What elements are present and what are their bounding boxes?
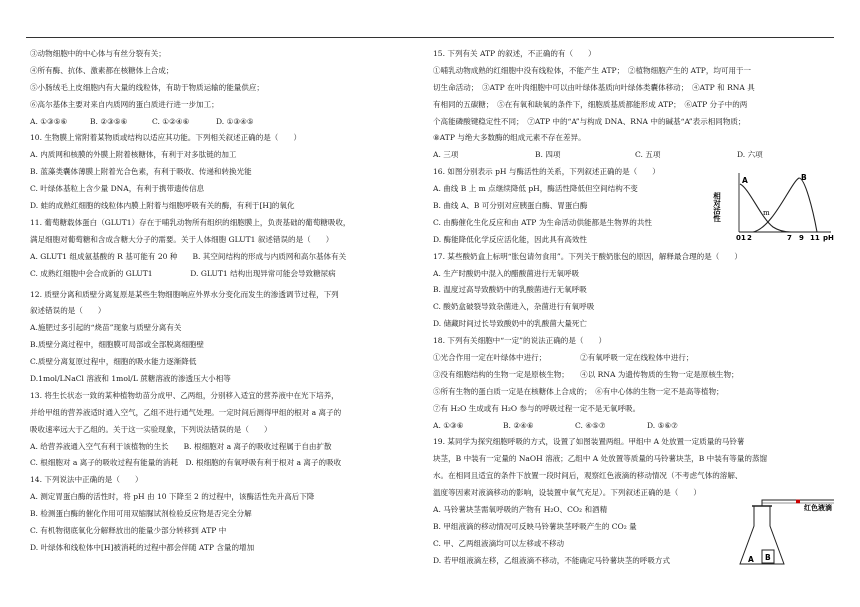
option-c: C. 有机物彻底氧化分解释放出的能量少部分转移到 ATP 中 [30, 526, 227, 536]
option-d: D. ⑤⑥⑦ [647, 420, 678, 430]
question-15-stem: 15. 下列有关 ATP 的叙述，不正确的有（ ） [433, 49, 596, 58]
text-line: ⑤小肠绒毛上皮细胞内有大量的线粒体，有助于物质运输的能量供应； [30, 82, 264, 92]
graph-svg [712, 170, 835, 242]
origin-label: 0 [736, 234, 741, 242]
question-11-stem: 满足细胞对葡萄糖和含成含糖大分子的需要。关于人体细胞 GLUT1 叙述错误的是（ ） [30, 234, 334, 244]
statement-line: ⑦有 H₂O 生成或有 H₂O 参与的呼吸过程一定不是无氧呼吸。 [433, 403, 641, 413]
text-line: ④所有酶、抗体、激素都在核糖体上合成； [30, 65, 174, 75]
option-c: C. ④⑤⑦ [575, 420, 606, 430]
option-d: D. 蛙的成熟红细胞的线粒体内膜上附着与细胞呼吸有关的酶，有利于[H]的氧化 [30, 201, 295, 211]
options-ab: A. 给营养液通入空气有利于该植物的生长 B. 根细胞对 a 离子的吸收过程属于自由扩散 [30, 441, 332, 451]
option-b: B. 四项 [535, 150, 561, 160]
statement-line: ⑤所有生物的蛋白质一定是在核糖体上合成的； ⑥有中心体的生物一定不是高等植物； [433, 386, 724, 396]
statement-line: 个高能磷酸键稳定性不同； ⑦ATP 中的“A”与构成 DNA、RNA 中的碱基“A”表示相同物质； [433, 116, 746, 126]
question-16-stem: 16. 如图分别表示 pH 与酶活性的关系，下列叙述正确的是（ ） [433, 167, 660, 177]
option-b: B. 曲线 A、B 可分别对应胰蛋白酶、胃蛋白酶 [433, 201, 588, 211]
option-d: D. 若甲组液滴左移，乙组液滴不移动，不能确定马铃薯块茎的呼吸方式 [433, 555, 670, 565]
option-d: D.1mol/LNaCl 溶液和 1mol/L 蔗糖溶液的渗透压大小相等 [30, 374, 231, 384]
red-droplet [796, 500, 800, 504]
question-19-stem: 温度等因素对液滴移动的影响，设装置中氧气充足）。下列叙述正确的是（ ） [433, 488, 701, 498]
question-13-stem: 13. 将生长状态一致的某种植物幼苗分成甲、乙两组，分别移入适宜的营养液中在光下培养， [30, 390, 339, 400]
ph-activity-graph [712, 170, 835, 242]
x-axis-label: pH [823, 234, 834, 242]
x-tick-label: 11 [810, 234, 820, 242]
text-line: ③动物细胞中的中心体与有丝分裂有关； [30, 49, 166, 58]
curve-a-label: A [742, 176, 748, 185]
question-10-stem: 10. 生物膜上常附着某物质或结构以适应其功能。下列相关叙述正确的是（ ） [30, 133, 301, 143]
option-b: B. ②③⑤⑥ [90, 116, 128, 126]
respiration-apparatus [738, 496, 836, 572]
answer-options [433, 418, 833, 435]
droplet-label: 红色液滴 [804, 504, 832, 512]
option-c: C.质壁分离复原过程中，细胞的吸水能力逐渐降低 [30, 357, 197, 367]
option-d: D. 六项 [737, 150, 763, 160]
x-tick-label: 2 [747, 234, 752, 242]
option-a: A. 测定胃蛋白酶的活性时，将 pH 由 10 下降至 2 的过程中，该酶活性先升高后下降 [30, 492, 315, 502]
option-c: C. 酸奶盒破裂导致杂菌进入，杂菌进行有氧呼吸 [433, 302, 595, 312]
question-19-stem: 水。在相同且适宜的条件下放置一段时间后，观察红色液滴的移动情况（不考虑气体的溶解、 [433, 471, 743, 481]
label-b: B [765, 553, 771, 562]
option-c: C. 叶绿体基粒上含少量 DNA，有利于携带遗传信息 [30, 184, 205, 194]
option-b: B. 蓝藻类囊体薄膜上附着光合色素，有利于吸收、传递和转换光能 [30, 167, 252, 177]
header-rule [26, 37, 834, 38]
x-tick-label: 7 [787, 234, 792, 242]
statement-line: ①光合作用一定在叶绿体中进行； ②有氧呼吸一定在线粒体中进行； [433, 353, 694, 363]
right-column [433, 46, 833, 570]
option-a: A. 曲线 B 上 m 点继续降低 pH，酶活性降低但空间结构不变 [433, 184, 638, 194]
question-18-stem: 18. 下列有关细胞中“一定”的说法正确的是（ ） [433, 336, 607, 346]
option-a: A. 马铃薯块茎需氧呼吸的产物有 H₂O、CO₂ 和酒精 [433, 505, 608, 515]
question-13-stem: 吸收速率远大于乙组的。关于这一实验现象，下列说法错误的是（ ） [30, 424, 272, 434]
question-13-stem: 并给甲组的营养液适时通入空气，乙组不进行通气处理。一定时间后测得甲组的根对 a 离子的 [30, 407, 342, 417]
option-c: C. 由酶催化生化反应和由 ATP 为生命活动供能都是生物界的共性 [433, 217, 652, 227]
options-cd: C. 根细胞对 a 离子的吸收过程有能量的消耗 D. 根细胞的有氧呼吸有利于根对 a 离子的吸收 [30, 458, 342, 468]
point-m-label: m [763, 209, 770, 217]
text-line: ⑥高尔基体主要对来自内质网的蛋白质进行进一步加工； [30, 99, 219, 109]
option-b: B. 甲组液滴的移动情况可反映马铃薯块茎呼吸产生的 CO₂ 量 [433, 521, 637, 531]
option-c: C. 五项 [635, 150, 661, 160]
statement-line: 切生命活动； ③ATP 在叶肉细胞中可以由叶绿体基质向叶绿体类囊体移动； ④ATP 和 RNA 具 [433, 82, 755, 92]
option-a: A. 生产时酸奶中混入的醋酸菌进行无氧呼吸 [433, 268, 580, 278]
option-a: A.施肥过多引起的“烧苗”现象与质壁分离有关 [30, 323, 182, 333]
question-19-stem: 19. 某同学为探究细胞呼吸的方式，设置了如图装置两组。甲组中 A 处放置一定质量的马铃薯 [433, 437, 745, 447]
option-d: D. 储藏时间过长导致酸奶中的乳酸菌大量死亡 [433, 319, 587, 329]
curve-b [753, 178, 817, 232]
options-cd: C. 成熟红细胞中会合成新的 GLUT1 D. GLUT1 结构出现异常可能会导致糖尿病 [30, 268, 336, 278]
curve-b-label: B [801, 173, 807, 182]
option-d: D. 叶绿体和线粒体中[H]被消耗的过程中都会伴随 ATP 含量的增加 [30, 542, 255, 552]
question-11-stem: 11. 葡萄糖载体蛋白（GLUT1）存在于哺乳动物所有组织的细胞膜上，负责基础的葡萄糖吸收， [30, 217, 351, 227]
statement-line: ①哺乳动物成熟的红细胞中没有线粒体，不能产生 ATP； ②植物细胞产生的 ATP，均可用于一 [433, 65, 752, 75]
question-19-stem: 块茎，B 中装有一定量的 NaOH 溶液；乙组中 A 处放置等质量的马铃薯块茎，B 中装有等量的蒸馏 [433, 454, 768, 464]
option-b: B. 检测蛋白酶的催化作用可用双缩脲试剂检验反应物是否完全分解 [30, 509, 252, 519]
apparatus-svg [738, 496, 836, 572]
option-b: B. ②④⑥ [503, 420, 534, 430]
option-d: D. ①③④⑤ [216, 116, 254, 126]
answer-options [30, 114, 427, 131]
option-a: A. ①③⑤⑥ [30, 116, 68, 126]
option-d: D. 酶能降低化学反应活化能，因此具有高效性 [433, 234, 587, 244]
question-17-stem: 17. 某些酸奶盒上标明“胀包请勿食用”。下列关于酸奶胀包的原因，解释最合理的是（ ） [433, 251, 742, 261]
option-b: B.质壁分离过程中，细胞膜可局部或全部脱离细胞壁 [30, 340, 204, 350]
option-c: C. 甲、乙两组液滴均可以左移或不移动 [433, 538, 565, 548]
y-axis-label: 相对活性 [712, 192, 722, 222]
question-12-stem: 12. 质壁分离和质壁分离复原是某些生物细胞响应外界水分变化而发生的渗透调节过程，下列 [30, 289, 339, 299]
x-tick-label: 1 [741, 234, 746, 242]
question-12-stem: 叙述错误的是（ ） [30, 306, 106, 316]
option-a: A. ①③⑥ [433, 420, 464, 430]
option-c: C. ①②④⑥ [152, 116, 190, 126]
options-ab: A. GLUT1 组成氨基酸的 R 基可能有 20 种 B. 其空间结构的形成与内质网和高尔基体有关 [30, 251, 347, 261]
statement-line: ③没有细胞结构的生物一定是原核生物； ④以 RNA 为遗传物质的生物一定是原核生物； [433, 369, 739, 379]
option-a: A. 内质网和核膜的外膜上附着核糖体，有利于对多肽链的加工 [30, 150, 237, 160]
statement-line: 有相同的五碳糖； ⑤在有氧和缺氧的条件下，细胞质基质都能形成 ATP； ⑥ATP 分子中的两 [433, 99, 748, 109]
statement-line: ⑧ATP 与绝大多数酶的组成元素不存在差异。 [433, 133, 586, 143]
answer-options [433, 147, 833, 164]
x-tick-label: 9 [799, 234, 804, 242]
option-b: B. 温度过高导致酸奶中的乳酸菌进行无氧呼吸 [433, 285, 587, 295]
option-a: A. 三项 [433, 150, 459, 160]
question-14-stem: 14. 下列说法中正确的是（ ） [30, 475, 143, 485]
label-a: A [748, 555, 754, 564]
left-column [30, 46, 427, 557]
